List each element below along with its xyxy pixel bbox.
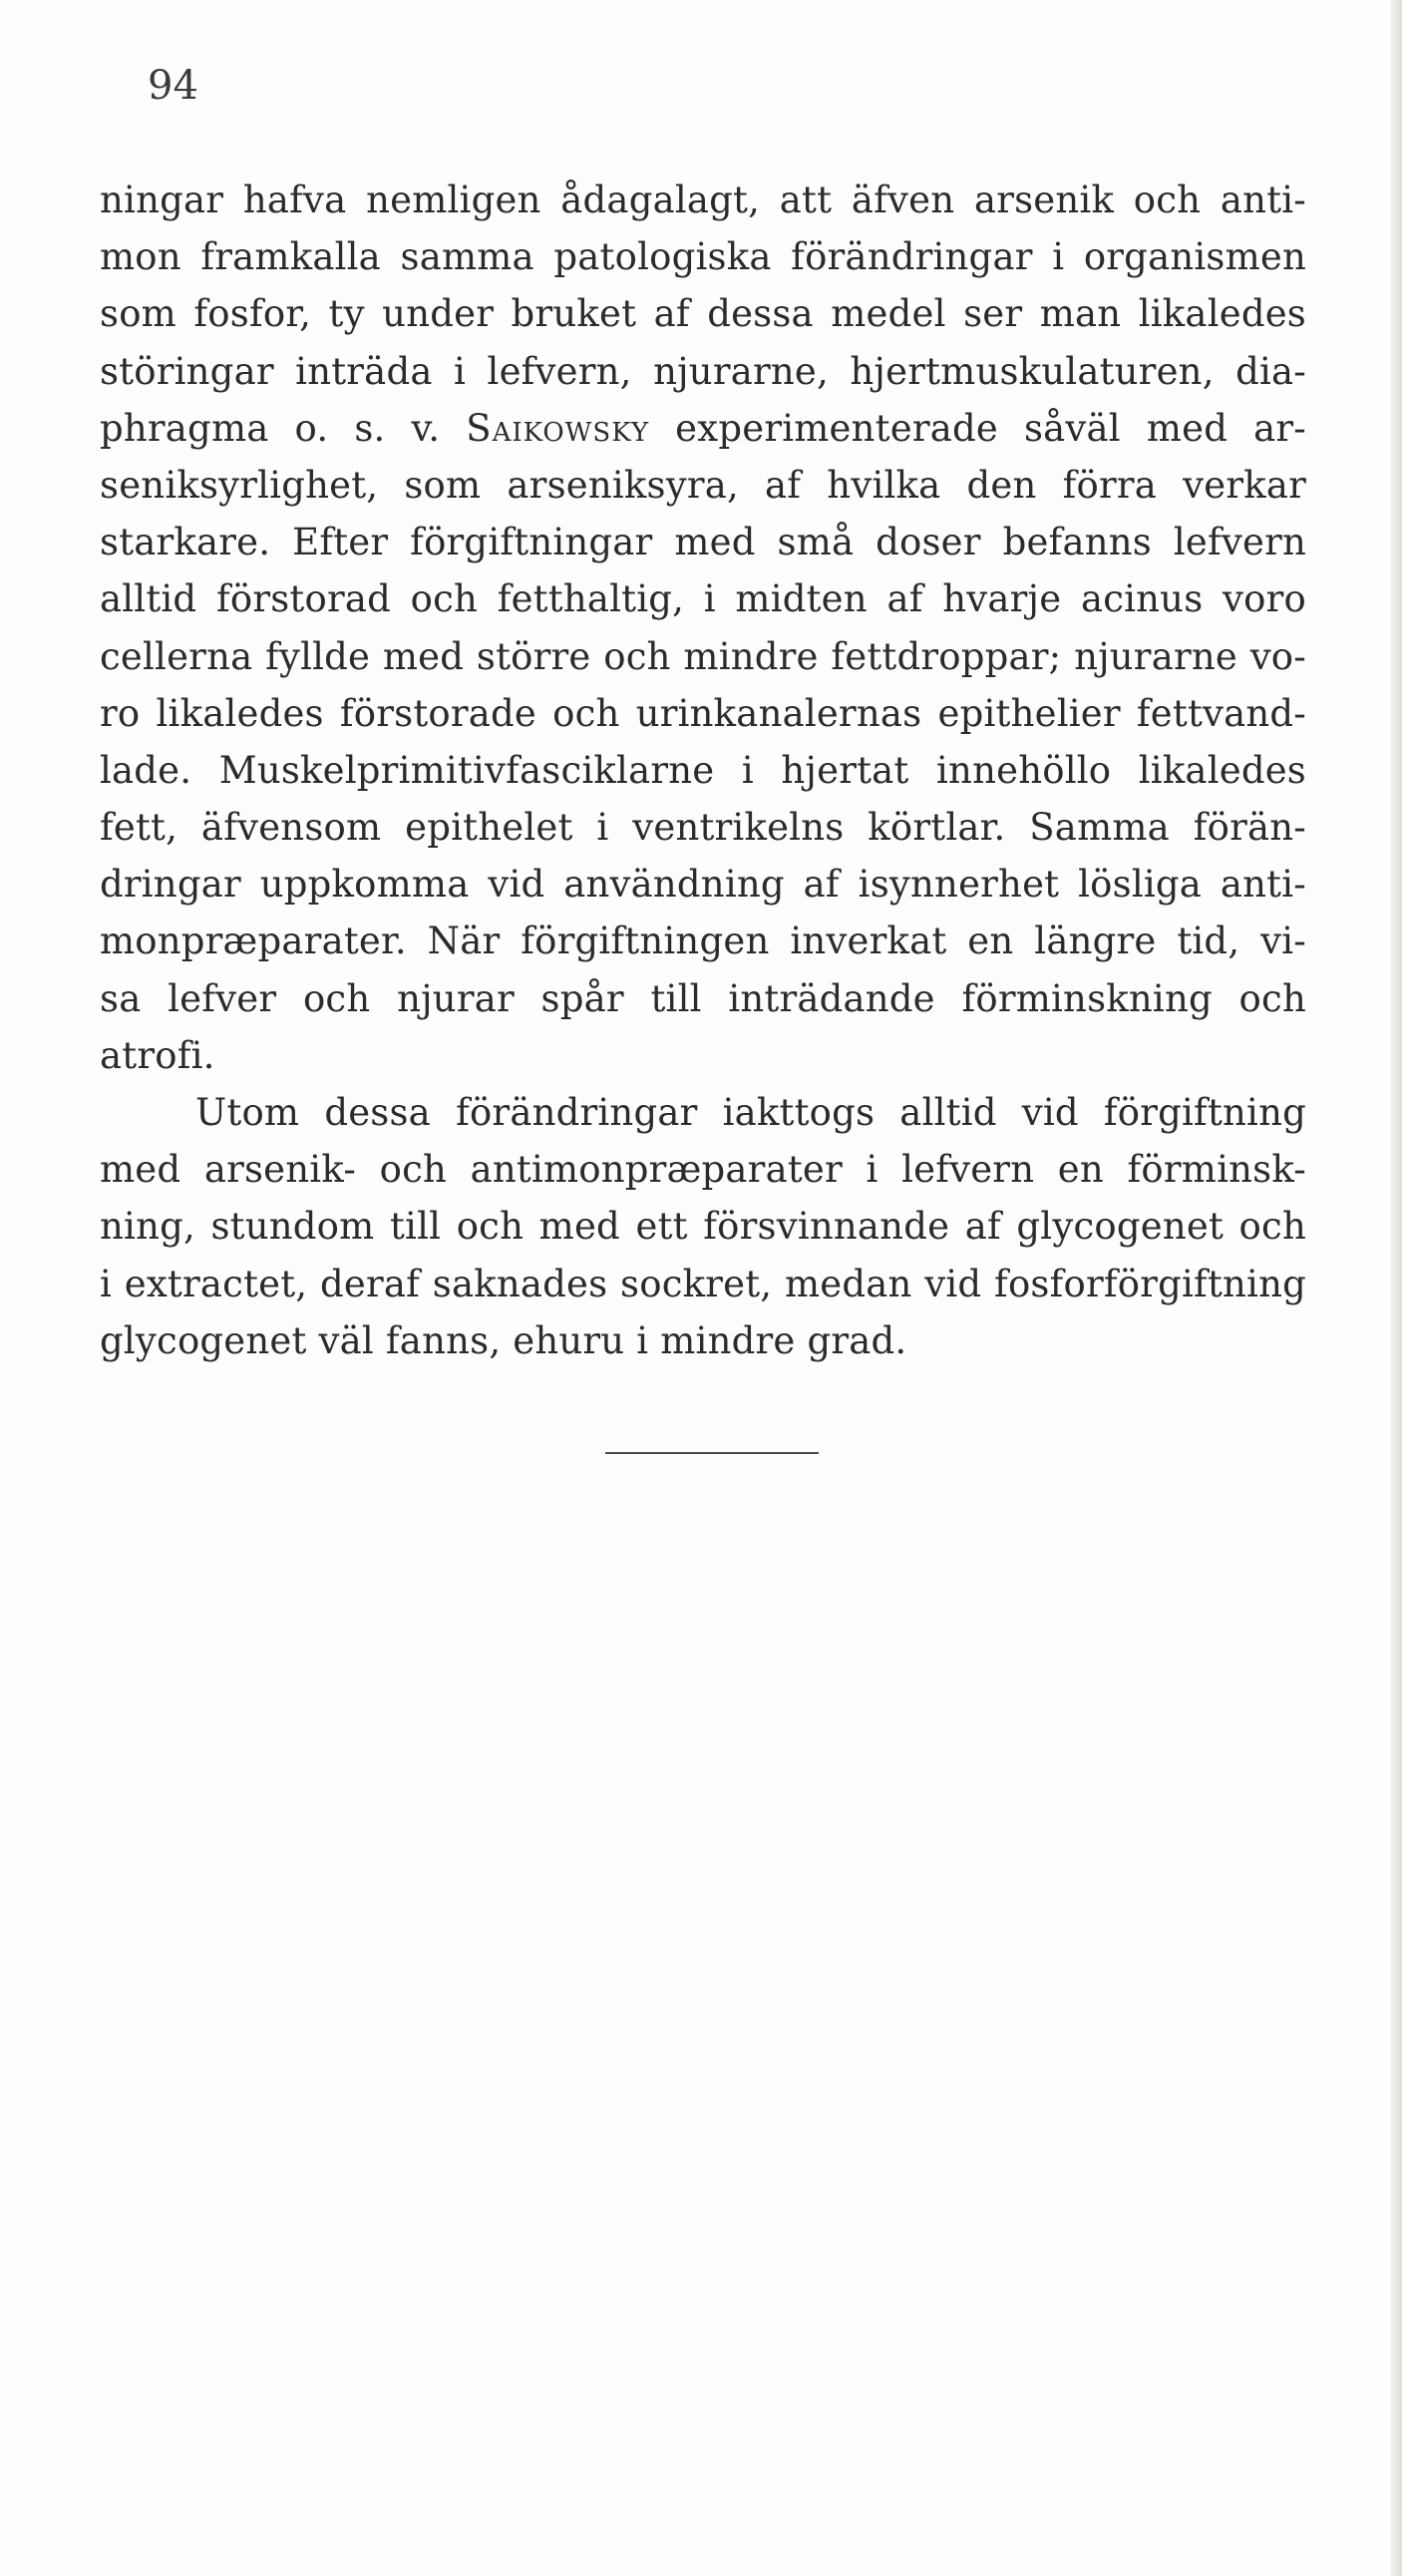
text-fragment: experimenterade såväl med ar- [675, 406, 1306, 450]
body-text [100, 172, 1306, 1369]
page-number: 94 [148, 63, 198, 109]
text-line: ro likaledes förstorade och urinkanalernas epithelier fettvand- [100, 691, 1306, 735]
text-line: ningar hafva nemligen ådagalagt, att äfven arsenik och anti- [100, 179, 1306, 221]
text-line: i extractet, deraf saknades sockret, medan vid fosforförgiftning [100, 1262, 1306, 1305]
text-line: ning, stundom till och med ett försvinnande af glycogenet och [100, 1205, 1306, 1249]
text-line-with-author [100, 400, 1306, 457]
page-edge-shadow [1390, 0, 1402, 2576]
text-line: fett, äfvensom epithelet i ventrikelns körtlar. Samma förän- [100, 806, 1306, 850]
section-divider-rule [605, 1452, 819, 1454]
text-fragment: phragma o. s. v. [100, 406, 441, 450]
text-line: mon framkalla samma patologiska förändringar i organismen [100, 235, 1306, 279]
text-line: starkare. Efter förgiftningar med små doser befanns lefvern [100, 521, 1306, 564]
text-line: som fosfor, ty under bruket af dessa medel ser man likaledes [100, 292, 1306, 336]
text-line: atrofi. [100, 1033, 215, 1077]
text-line: cellerna fyllde med större och mindre fettdroppar; njurarne vo- [100, 634, 1306, 678]
text-line: seniksyrlighet, som arseniksyra, af hvilka den förra verkar [100, 463, 1306, 507]
text-line: sa lefver och njurar spår till inträdande förminskning och [100, 976, 1306, 1020]
paragraph-start-line: Utom dessa förändringar iakttogs alltid vid förgiftning [195, 1091, 1306, 1134]
text-line: lade. Muskelprimitivfasciklarne i hjertat innehöllo likaledes [100, 748, 1306, 792]
text-line: störingar inträda i lefvern, njurarne, hjertmuskulaturen, dia- [100, 349, 1306, 393]
text-line: dringar uppkomma vid användning af isynnerhet lösliga anti- [100, 863, 1306, 907]
text-line: glycogenet väl fanns, ehuru i mindre grad. [100, 1318, 907, 1362]
author-name: Saikowsky [466, 406, 650, 450]
text-line: monpræparater. När förgiftningen inverkat en längre tid, vi- [100, 920, 1306, 963]
text-line: med arsenik- och antimonpræparater i lefvern en förminsk- [100, 1148, 1306, 1192]
text-line: alltid förstorad och fetthaltig, i midten af hvarje acinus voro [100, 577, 1306, 621]
